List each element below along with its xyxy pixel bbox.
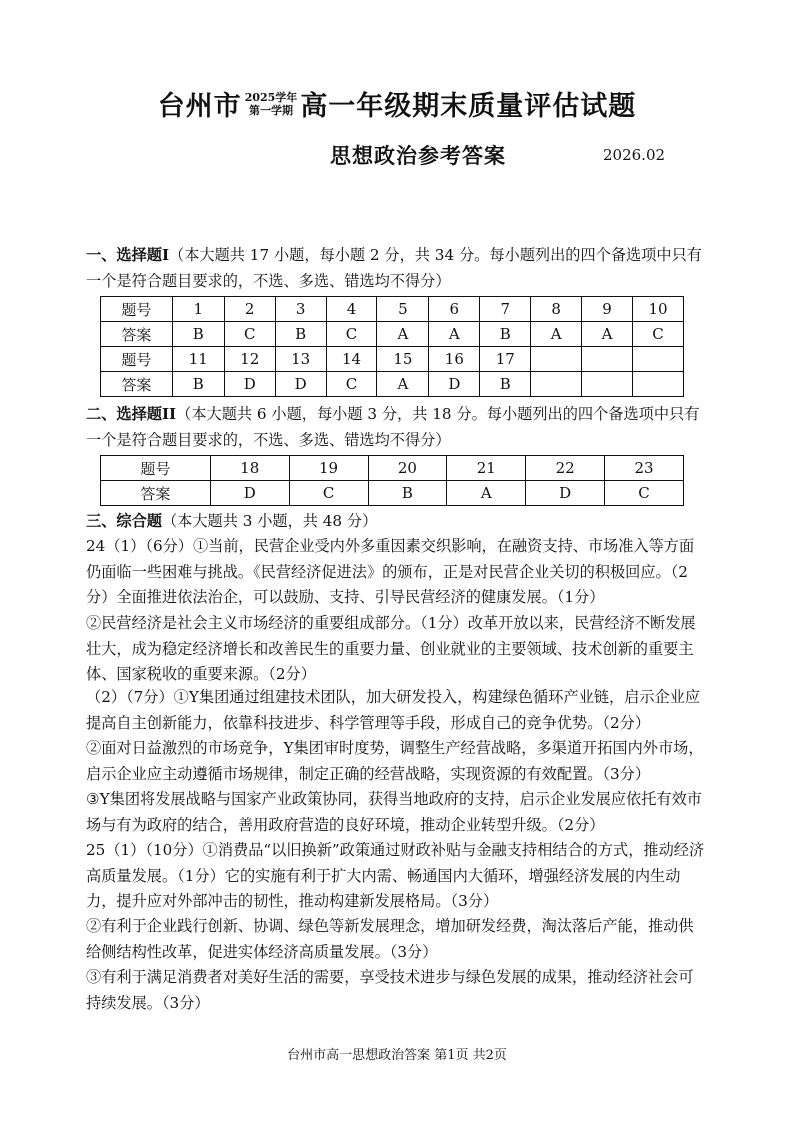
question-label: 题号 [101,347,173,372]
city-name: 台州市 [157,91,242,122]
section2-heading: 二、选择题II [86,405,177,423]
empty-cell [531,347,582,372]
section3-intro [86,509,706,535]
answer-paragraph: ③Y集团将发展战略与国家产业政策协同，获得当地政府的支持，启示企业发展应依托有效市场与有为政府的结合，善用政府营造的良好环境，推动企业转型升级。（2分） [86,790,702,834]
exam-title: 高一年级期末质量评估试题 [300,91,637,122]
answer-paragraph: ②有利于企业践行创新、协调、绿色等新发展理念，增加研发经费，淘汰落后产能，推动供给侧结构性改革，促进实体经济高质量发展。（3分） [86,917,694,961]
question-number: 8 [531,297,582,322]
section1-intro [86,243,706,294]
section3-desc: （本大题共 3 小题，共 48 分） [161,512,378,530]
answer-label: 答案 [101,372,173,397]
empty-cell [582,372,633,397]
section2-desc: （本大题共 6 小题，每小题 3 分，共 18 分。每小题列出的四个备选项中只有一个是符合题目要求的，不选、多选、错选均不得分） [86,405,700,449]
section1-desc: （本大题共 17 小题，每小题 2 分，共 34 分。每小题列出的四个备选项中只有一个是符合题目要求的，不选、多选、错选均不得分） [86,246,702,290]
table1-answer-row-1 [101,322,684,347]
answer-value: B [172,322,224,347]
table1-question-row-1 [101,297,684,322]
answer-table-2 [100,455,684,506]
question-number: 6 [429,297,480,322]
answer-value: B [480,322,531,347]
question-number: 18 [210,456,289,481]
answer-paragraph: ②民营经济是社会主义市场经济的重要组成部分。（1分）改革开放以来，民营经济不断发展壮大，成为稳定经济增长和改善民生的重要力量、创业就业的主要领域、技术创新的重要主体、国家税收的重要来源。（2分） [86,614,696,683]
question-number: 3 [275,297,326,322]
title-row [0,84,794,123]
answer-value: C [326,372,377,397]
question-number: 2 [224,297,275,322]
answer-label: 答案 [101,481,211,506]
table2-question-row [101,456,684,481]
answer-value: D [429,372,480,397]
question-number: 22 [526,456,605,481]
table1-question-row-2 [101,347,684,372]
question-number: 4 [326,297,377,322]
answer-value: D [224,372,275,397]
empty-cell [632,372,683,397]
answer-table-1 [100,296,684,397]
answer-value: B [480,372,531,397]
answer-value: C [289,481,368,506]
answer-value: C [632,322,683,347]
question-number: 21 [447,456,526,481]
term-year: 2025学年 [244,90,298,104]
question-number: 20 [368,456,447,481]
question-number: 1 [172,297,224,322]
empty-cell [531,372,582,397]
table2-answer-row [101,481,684,506]
question-number: 16 [429,347,480,372]
question-number: 13 [275,347,326,372]
term-label [245,91,298,117]
answer-value: A [582,322,633,347]
answer-value: D [275,372,326,397]
question-number: 9 [582,297,633,322]
section3-heading: 三、综合题 [86,512,162,530]
question-label: 题号 [101,456,211,481]
answer-value: B [275,322,326,347]
answer-value: B [172,372,224,397]
question-number: 12 [224,347,275,372]
answer-paragraph: 25（1）（10分）①消费品“以旧换新”政策通过财政补贴与金融支持相结合的方式，推动经济高质量发展。（1分）它的实施有利于扩大内需、畅通国内大循环，增强经济发展的内生动力，提升应对外部冲击的韧性，推动构建新发展格局。（3分） [86,841,705,910]
empty-cell [582,347,633,372]
question-number: 5 [377,297,429,322]
section1-heading: 一、选择题I [86,246,170,264]
table1-answer-row-2 [101,372,684,397]
answer-paragraph: ②面对日益激烈的市场竞争，Y集团审时度势，调整生产经营战略，多渠道开拓国内外市场，启示企业应主动遵循市场规律，制定正确的经营战略，实现资源的有效配置。（3分） [86,739,704,783]
answer-value: C [605,481,684,506]
answer-paragraph: （2）（7分）①Y集团通过组建技术团队，加大研发投入，构建绿色循环产业链，启示企业应提高自主创新能力，依靠科技进步、科学管理等手段，形成自己的竞争优势。（2分） [86,688,701,732]
question-number: 19 [289,456,368,481]
term-semester: 第一学期 [249,103,293,117]
answer-value: A [447,481,526,506]
page-footer: 台州市高一思想政治答案 第1页 共2页 [287,1048,507,1063]
answer-value: D [210,481,289,506]
answer-value: C [224,322,275,347]
answer-value: A [531,322,582,347]
answer-value: B [368,481,447,506]
question-number: 15 [377,347,429,372]
question-number: 17 [480,347,531,372]
question-number: 14 [326,347,377,372]
question-number: 10 [632,297,683,322]
answer-value: A [429,322,480,347]
answer-paragraph: ③有利于满足消费者对美好生活的需要，享受技术进步与绿色发展的成果，推动经济社会可持续发展。（3分） [86,968,694,1012]
empty-cell [632,347,683,372]
section2-intro [86,402,706,453]
answer-value: C [326,322,377,347]
answer-label: 答案 [101,322,173,347]
answer-value: A [377,372,429,397]
exam-date: 2026.02 [603,146,666,164]
answer-value: D [526,481,605,506]
answer-value: A [377,322,429,347]
question-label: 题号 [101,297,173,322]
question-number: 11 [172,347,224,372]
answer-paragraph: 24（1）（6分）①当前，民营企业受内外多重因素交织影响，在融资支持、市场准入等方面仍面临一些困难与挑战。《民营经济促进法》的颁布，正是对民营企业关切的积极回应。（2分）全面推进依法治企，可以鼓励、支持、引导民营经济的健康发展。（1分） [86,537,695,606]
question-number: 7 [480,297,531,322]
question-number: 23 [605,456,684,481]
answer-subtitle: 思想政治参考答案 [330,143,506,168]
